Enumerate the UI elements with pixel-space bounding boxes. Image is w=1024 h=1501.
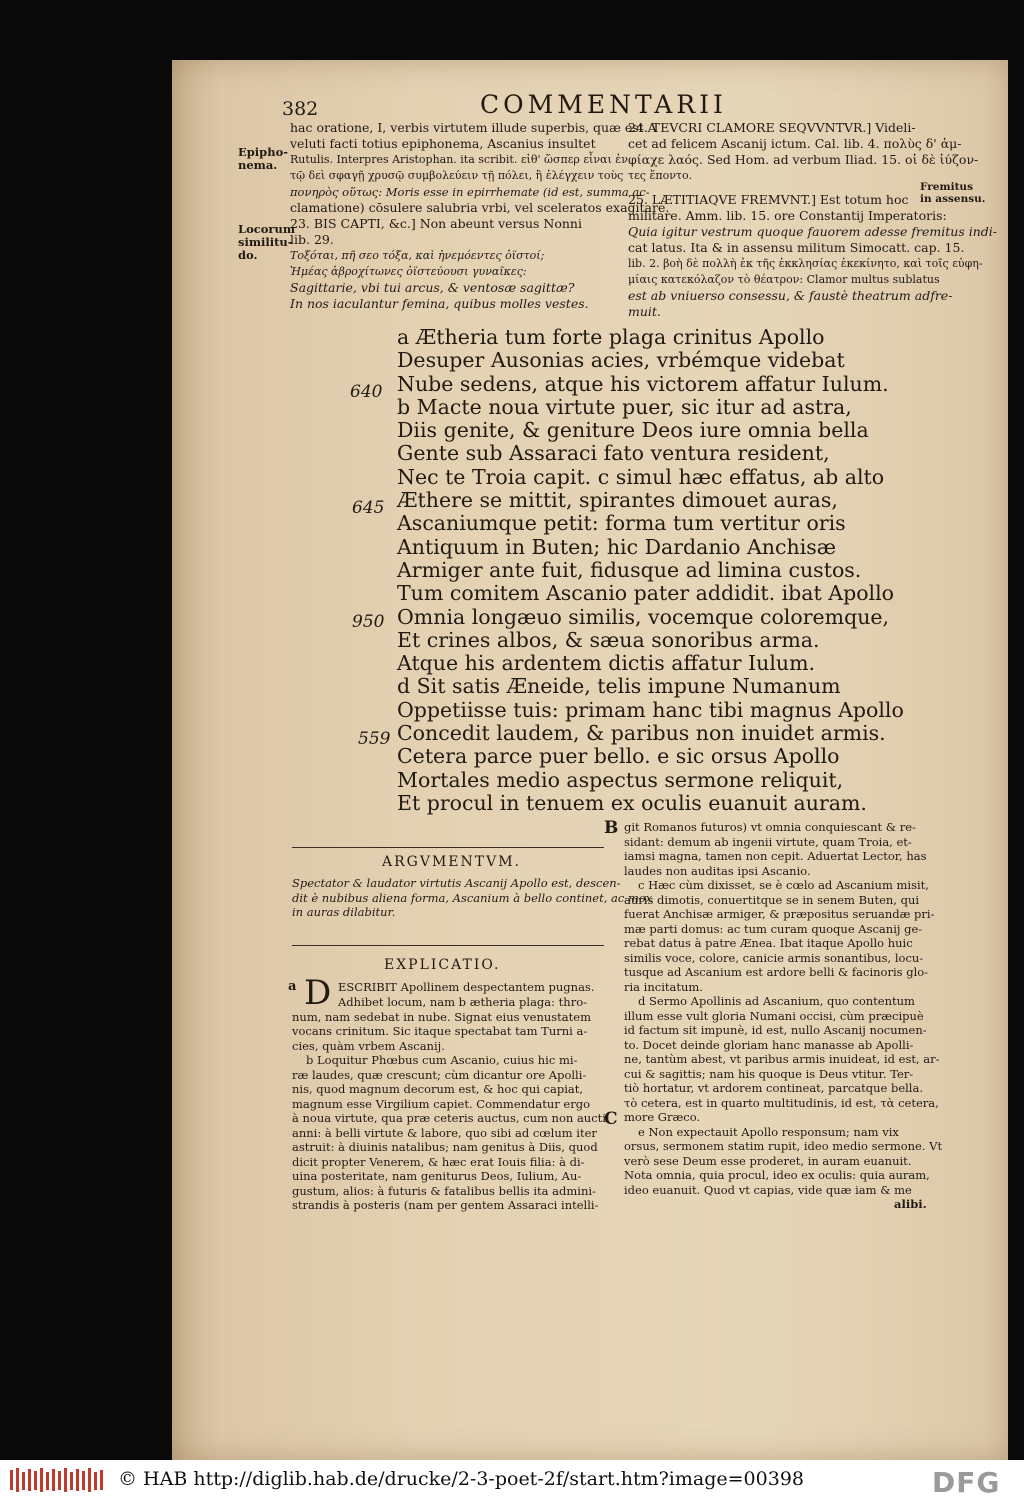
page-number: 382 (282, 98, 319, 120)
line-number: 645 (352, 498, 385, 518)
running-head: COMMENTARII (480, 90, 727, 119)
verse-line: Æthere se mittit, spirantes dimouet auras, (397, 488, 838, 513)
line-number: 559 (358, 729, 391, 749)
verse-line: Gente sub Assaraci fato ventura resident, (397, 441, 830, 466)
argumentum-text: Spectator & laudator virtutis Ascanij Apollo est, descen- dit è nubibus aliena forma, Ascanium à bello continet, ac mox in auras dilabitur. (292, 876, 653, 919)
initial-capital: D (304, 973, 332, 1013)
verse-line: Et procul in tenuem ex oculis euanuit auram. (397, 790, 867, 815)
verse-line: Concedit laudem, & paribus non inuidet armis. (397, 721, 886, 746)
margin-note: Locorum (238, 222, 296, 236)
verse-line: Omnia longæuo similis, vocemque coloremque, (397, 604, 890, 629)
verse-line: d Sit satis Æneide, telis impune Numanum (397, 674, 841, 699)
verse-line: Et crines albos, & sæua sonoribus arma. (397, 627, 820, 652)
verse-line: Nec te Troia capit. c simul hæc effatus, ab alto (397, 464, 885, 489)
margin-note: Fremitus (920, 181, 973, 193)
section-letter: B (604, 818, 619, 838)
verse-line: b Macte noua virtute puer, sic itur ad astra, (397, 394, 852, 419)
verse-line: Antiquum in Buten; hic Dardanio Anchisæ (397, 534, 837, 559)
divider (292, 945, 604, 946)
verse-line: Mortales medio aspectus sermone reliquit, (397, 767, 844, 792)
margin-note: Epipho- (238, 145, 289, 159)
verse-line: Ascaniumque petit: forma tum vertitur oris (397, 511, 846, 536)
margin-note: in assensu. (920, 193, 986, 205)
verse-line: Cetera parce puer bello. e sic orsus Apollo (397, 744, 840, 769)
divider (292, 847, 604, 848)
copyright-link[interactable]: © HAB http://diglib.hab.de/drucke/2-3-poet-2f/start.htm?image=00398 (118, 1468, 804, 1490)
margin-note: similitu- (238, 235, 293, 249)
explicatio-left-column: Adhibet locum, nam b ætheria plaga: thro- num, nam sedebat in nube. Signat eius venustatem vocans crinitum. Sic itaque spectabat tam Turni a- cies, quàm vrbem Ascanij. b Loquitur Phœbus cum Ascanio, cuius hic mi- ræ laudes, quæ crescunt; cùm dicantur ore Apolli- nis, quod magnum decorum est, & hoc qui capiat, magnum esse Virgilium capiet. Commendatur ergo à noua virtute, qua præ ceteris auctus, cum non aucti anni: à belli virtute & labore, quo sibi ad cœlum iter astruit: à diuinis natalibus; nam genitus à Diis, quod dicit propter Venerem, & hæc erat Iouis filia: à di- uina posteritate, nam geniturus Deos, Iulium, Au- gustum, alios: à futuris & fatalibus bellis ita admini- strandis à posteris (nam per gentem Assaraci intelli- (292, 995, 606, 1212)
explicatio-first-line: ESCRIBIT Apollinem despectantem pugnas. (338, 980, 595, 994)
verse-line: Oppetiisse tuis: primam hanc tibi magnus Apollo (397, 697, 904, 722)
verse-line: Diis genite, & geniture Deos iure omnia bella (397, 418, 869, 443)
verse-line: Nube sedens, atque his victorem affatur Iulum. (397, 371, 889, 396)
margin-note: do. (238, 248, 258, 262)
explicatio-heading: EXPLICATIO. (384, 957, 501, 973)
verse-line: Atque his ardentem dictis affatur Iulum. (397, 651, 816, 676)
argumentum-heading: ARGVMENTVM. (382, 854, 521, 870)
verse-block (397, 326, 904, 815)
left-notes: hac oratione, I, verbis virtutem illude superbis, quæ est A veluti facti totius epiphonema, Ascanius insultet Rutulis. Interpres Aristophan. ita scribit. εἰθ' ὥσπερ εἶναι ἐν τῷ δεὶ σφαγῇ χρυσῷ συμβολεύειν τῇ πόλει, ἢ ἐλέγχειν τοὺς πονηρὸς οὕτως: Moris esse in epirrhemate (id est, summa ac- clamatione) cōsulere salubria vrbi, vel sceleratos exagitare. 23. BIS CAPTI, &c.] Non abeunt versus Nonni lib. 29. Τοξόται, πῆ σεο τόξα, καὶ ἠνεμόεντες ὀϊστοί; Ἡμέας ἁβροχίτωνες ὀϊστεύουσι γυναῖκες: Sagittarie, vbi tui arcus, & ventosæ sagittæ? In nos iaculantur femina, quibus molles vestes. (290, 120, 670, 311)
verse-line: Desuper Ausonias acies, vrbémque videbat (397, 348, 845, 373)
right-notes: 24. TEVCRI CLAMORE SEQVVNTVR.] Videli- cet ad felicem Ascanij ictum. Cal. lib. 4. πολὺς δ' ἀμ- φίαχε λαός. Sed Hom. ad verbum Iliad. 15. οἱ δὲ ἰύζον- τες ἕποντο. 25. LÆTITIAQVE FREMVNT.] Est totum hoc militare. Amm. lib. 15. ore Constantij Imperatoris: Quia igitur vestrum quoque fauorem adesse fremitus indi- cat latus. Ita & in assensu militum Simocatt. cap. 15. lib. 2. βοὴ δὲ πολλὴ ἐκ τῆς ἐκκλησίας ἐκεκίνητο, καὶ τοῖς εὐφη- μίαις κατεκόλαζον τὸ θέατρον: Clamor multus sublatus est ab vniuerso consessu, & faustè theatrum adfre- muit. (628, 120, 997, 319)
dfg-logo: DFG (932, 1466, 1001, 1499)
section-letter: C (604, 1109, 618, 1129)
explicatio-right-column: git Romanos futuros) vt omnia conquiescant & re- sidant: demum ab ingenii virtute, quam Troia, et- iamsi magna, tamen non cepit. Aduertat Lector, has laudes non auditas ipsi Ascanio. c Hæc cùm dixisset, se è cœlo ad Ascanium misit, auris dimotis, conuertitque se in senem Buten, qui fuerat Anchisæ armiger, & præpositus seruandæ pri- mæ parti domus: ac tum curam quoque Ascanij ge- rebat datus à patre Ænea. Ibat itaque Apollo huic similis voce, colore, canicie armis sonantibus, locu- tusque ad Ascanium est ardore belli & facinoris glo- ria incitatum. d Sermo Apollinis ad Ascanium, quo contentum illum esse vult gloria Numani occisi, cùm præcipuè id factum sit impunè, id est, nullo Ascanij nocumen- to. Docet deinde gloriam hanc manasse ab Apolli- ne, tantùm abest, vt paribus armis inuideat, id est, ar- cui & sagittis; nam his quoque is Deus vtitur. Ter- tiò hortatur, vt ardorem contineat, parcatque bella. τὸ cetera, est in quarto multitudinis, id est, τὰ cetera, more Græco. e Non expectauit Apollo responsum; nam vix orsus, sermonem statim rupit, ideo medio sermone. Vt verò sese Deum esse proderet, in auram euanuit. Nota omnia, quia procul, ideo ex oculis: quia auram, ideo euanuit. Quod vt capias, vide quæ iam & me alibi. (624, 820, 943, 1211)
verse-line: Armiger ante fuit, fidusque ad limina custos. (397, 557, 862, 582)
margin-note: nema. (238, 158, 278, 172)
line-number: 640 (350, 382, 383, 402)
note-letter: a (288, 979, 297, 994)
verse-line: Tum comitem Ascanio pater addidit. ibat Apollo (397, 581, 895, 606)
hab-logo-icon (8, 1466, 108, 1494)
line-number: 950 (352, 612, 385, 632)
verse-line: a Ætheria tum forte plaga crinitus Apollo (397, 325, 825, 349)
